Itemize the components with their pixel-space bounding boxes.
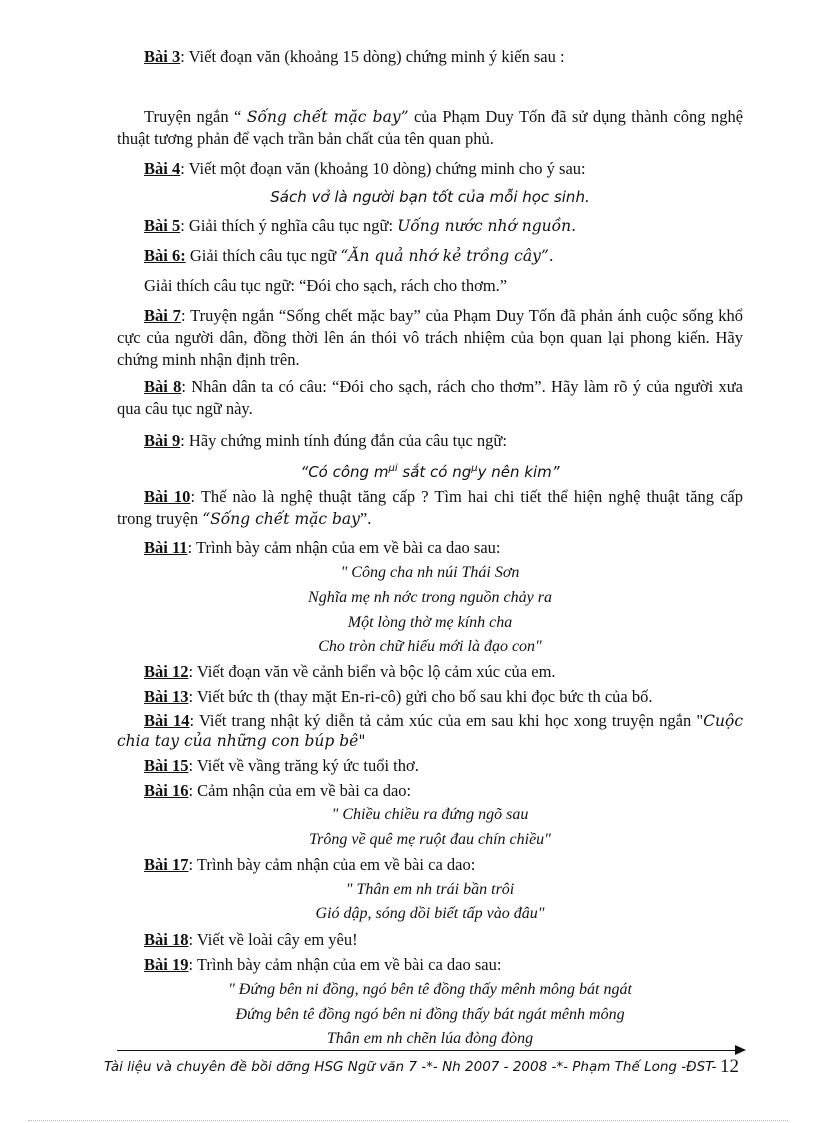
exercise-label: Bài 8	[144, 377, 182, 396]
quote-part: sắt có ng	[397, 463, 472, 481]
exercise-text: : Giải thích ý nghĩa câu tục ngữ:	[180, 216, 398, 235]
exercise-label: Bài 6:	[144, 246, 186, 265]
exercise-3	[117, 46, 743, 68]
poem-line: Trông về quê mẹ ruột đau chín chiều"	[309, 831, 551, 848]
exercise-label: Bài 3	[144, 47, 181, 66]
exercise-17	[117, 854, 743, 876]
exercise-text: : Trình bày cảm nhận của em về bài ca dao sau:	[188, 955, 502, 974]
exercise-text: : Cảm nhận của em về bài ca dao:	[188, 781, 412, 800]
quote-part: “Có công m	[300, 463, 389, 481]
exercise-6	[117, 245, 743, 267]
exercise-16	[117, 780, 743, 802]
exercise-label: Bài 14	[144, 711, 190, 730]
exercise-7	[117, 305, 743, 371]
quote-sup: µ	[471, 463, 478, 474]
poem-line: Thân em nh chẽn lúa đòng đòng	[326, 1030, 534, 1047]
exercise-label: Bài 17	[144, 855, 189, 874]
exercise-label: Bài 4	[144, 159, 181, 178]
page-number: 12	[720, 1056, 739, 1077]
poem-line: Một lòng thờ mẹ kính cha	[347, 614, 513, 631]
exercise-quote: Uống nước nhớ nguồn.	[397, 217, 576, 235]
quote-post: của Phạm Duy Tốn đã sử dụng thành công nghệ thuật tương phản để vạch trần bản chất của tên quan phủ.	[117, 107, 744, 148]
page-edge-divider	[28, 1120, 788, 1121]
exercise-10	[117, 486, 743, 530]
exercise-text: : Nhân dân ta có câu: “Đói cho sạch, rách cho thơm”. Hãy làm rõ ý của người xưa qua câu tục ngữ này.	[117, 377, 743, 418]
poem-line: Gió dập, sóng dồi biết tấp vào đâu"	[315, 905, 545, 922]
exercise-14	[117, 711, 743, 751]
exercise-text: : Viết đoạn văn (khoảng 15 dòng) chứng minh ý kiến sau :	[180, 47, 565, 66]
exercise-label: Bài 5	[144, 216, 181, 235]
poem-line: " Thân em nh trái bần trôi	[345, 881, 515, 898]
exercise-text: : Viết về loài cây em yêu!	[188, 930, 358, 949]
exercise-8	[117, 376, 743, 420]
exercise-4-quote: Sách vở là người bạn tốt của mỗi học sinh.	[270, 188, 590, 206]
exercise-15	[117, 755, 743, 777]
exercise-quote: Cuộc chia tay của những con búp bê"	[117, 712, 743, 750]
footer-arrow-icon	[735, 1045, 746, 1055]
exercise-label: Bài 18	[144, 930, 189, 949]
exercise-label: Bài 11	[144, 538, 188, 557]
poem-line: " Chiều chiều ra đứng ngõ sau	[331, 806, 529, 823]
poem-line: Nghĩa mẹ nh nớc trong nguồn chảy ra	[308, 589, 552, 606]
exercise-6-extra: Giải thích câu tục ngữ: “Đói cho sạch, rách cho thơm.”	[144, 276, 508, 295]
quote-pre: Truyện ngắn “	[144, 107, 247, 126]
exercise-9-quote	[117, 458, 743, 483]
exercise-label: Bài 13	[144, 687, 189, 706]
poem-line: " Công cha nh núi Thái Sơn	[340, 564, 520, 581]
exercise-text: : Trình bày cảm nhận của em về bài ca dao sau:	[187, 538, 501, 557]
poem-line: Cho tròn chữ hiếu mới là đạo con"	[318, 638, 542, 655]
exercise-5	[117, 215, 743, 237]
exercise-text: : Truyện ngắn “Sống chết mặc bay” của Phạm Duy Tốn đã phản ánh cuộc sống khổ cực của người dân, đồng thời lên án thói vô trách nhiệm của bọn quan lại phong kiến. Hãy chứng minh nhận định trên.	[117, 306, 743, 369]
exercise-3-quote	[117, 106, 743, 150]
exercise-label: Bài 10	[144, 487, 191, 506]
exercise-label: Bài 9	[144, 431, 181, 450]
exercise-label: Bài 19	[144, 955, 189, 974]
exercise-label: Bài 12	[144, 662, 189, 681]
quote-title: Sống chết mặc bay”	[246, 108, 409, 126]
exercise-quote: “Sống chết mặc bay	[202, 510, 360, 528]
exercise-9	[117, 430, 743, 452]
exercise-text: : Viết một đoạn văn (khoảng 10 dòng) chứng minh cho ý sau:	[180, 159, 586, 178]
exercise-text-end: ”.	[359, 509, 372, 528]
exercise-4	[117, 158, 743, 180]
exercise-text: : Hãy chứng minh tính đúng đắn của câu tục ngữ:	[180, 431, 507, 450]
exercise-18	[117, 929, 743, 951]
exercise-label: Bài 7	[144, 306, 181, 325]
exercise-text: : Trình bày cảm nhận của em về bài ca dao:	[188, 855, 476, 874]
footer-rule	[117, 1050, 737, 1051]
page-footer: Tài liệu và chuyên đề bồi dỡng HSG Ngữ văn 7 -*- Nh 2007 - 2008 -*- Phạm Thế Long -ĐST-	[104, 1059, 717, 1075]
quote-sup: µi	[388, 463, 398, 474]
exercise-11	[117, 537, 743, 559]
exercise-text: : Viết về vầng trăng ký ức tuổi thơ.	[188, 756, 419, 775]
poem-line: " Đứng bên ni đồng, ngó bên tê đồng thấy mênh mông bát ngát	[228, 981, 632, 998]
exercise-13	[117, 686, 743, 708]
exercise-text: : Viết đoạn văn về cảnh biển và bộc lộ cảm xúc của em.	[188, 662, 556, 681]
quote-part: y nên kim”	[477, 463, 560, 481]
exercise-quote: “Ăn quả nhớ kẻ trồng cây”.	[340, 247, 554, 265]
exercise-text: Giải thích câu tục ngữ	[185, 246, 341, 265]
exercise-label: Bài 15	[144, 756, 189, 775]
exercise-text: : Thế nào là nghệ thuật tăng cấp ? Tìm hai chi tiết thể hiện nghệ thuật tăng cấp trong truyện	[117, 487, 743, 528]
exercise-label: Bài 16	[144, 781, 189, 800]
exercise-12	[117, 661, 743, 683]
exercise-text: : Viết bức th (thay mặt En-ri-cô) gửi cho bố sau khi đọc bức th của bố.	[188, 687, 653, 706]
exercise-text: : Viết trang nhật ký diễn tả cảm xúc của em sau khi học xong truyện ngắn "	[189, 711, 704, 730]
exercise-19	[117, 954, 743, 976]
poem-line: Đứng bên tê đồng ngó bên ni đồng thấy bát ngát mênh mông	[235, 1006, 625, 1023]
